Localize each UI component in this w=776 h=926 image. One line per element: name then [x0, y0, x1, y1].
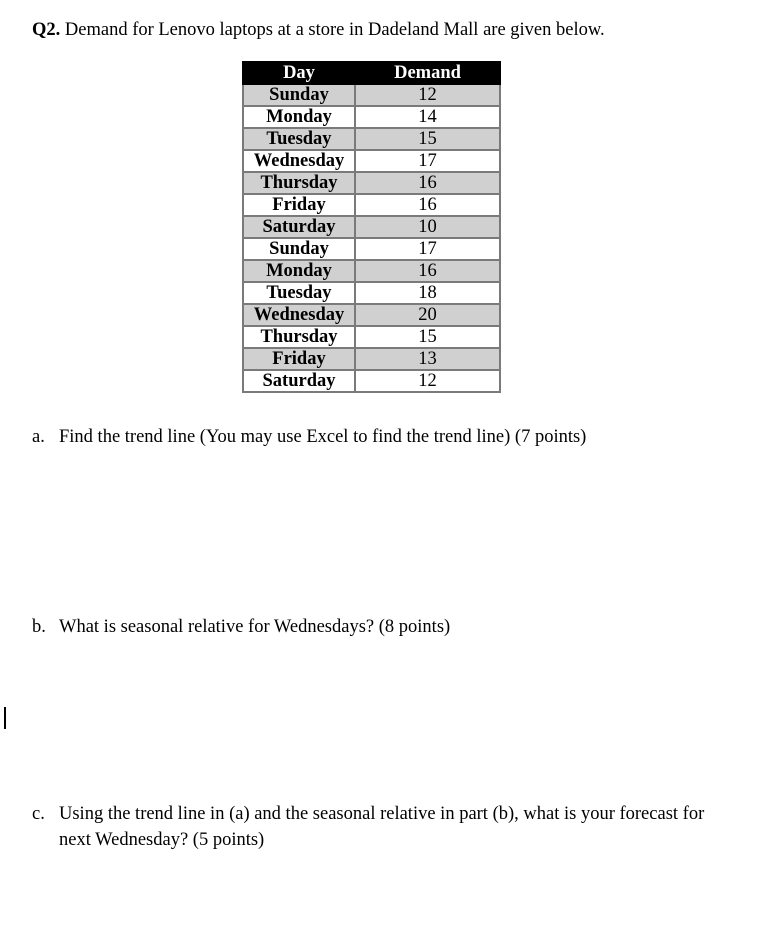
part-b-text: What is seasonal relative for Wednesdays? (8 points) — [59, 617, 451, 637]
table-row — [243, 128, 500, 150]
demand-cell: 14 — [355, 106, 500, 128]
table-row — [243, 326, 500, 348]
table-row — [243, 172, 500, 194]
demand-cell: 13 — [355, 348, 500, 370]
part-c-letter: c. — [32, 804, 45, 824]
day-cell: Friday — [243, 194, 355, 216]
header-day: Day — [243, 62, 355, 84]
question-intro: Demand for Lenovo laptops at a store in Dadeland Mall are given below. — [64, 20, 605, 40]
table-row — [243, 370, 500, 392]
table-row — [243, 216, 500, 238]
part-b-letter: b. — [32, 617, 46, 637]
day-cell: Saturday — [243, 370, 355, 392]
demand-table — [242, 61, 501, 393]
day-cell: Monday — [243, 106, 355, 128]
demand-cell: 16 — [355, 172, 500, 194]
part-c-text-line2: next Wednesday? (5 points) — [59, 830, 265, 850]
demand-cell: 17 — [355, 238, 500, 260]
day-cell: Tuesday — [243, 282, 355, 304]
table-row — [243, 150, 500, 172]
demand-cell: 17 — [355, 150, 500, 172]
day-cell: Monday — [243, 260, 355, 282]
demand-cell: 10 — [355, 216, 500, 238]
part-c-text-line1: Using the trend line in (a) and the seasonal relative in part (b), what is your forecast for — [59, 804, 705, 824]
table-row — [243, 238, 500, 260]
day-cell: Thursday — [243, 326, 355, 348]
part-a-letter: a. — [32, 427, 45, 447]
demand-cell: 12 — [355, 84, 500, 106]
demand-cell: 15 — [355, 326, 500, 348]
table-row — [243, 260, 500, 282]
table-row — [243, 304, 500, 326]
day-cell: Sunday — [243, 84, 355, 106]
table-row — [243, 348, 500, 370]
table-row — [243, 282, 500, 304]
day-cell: Thursday — [243, 172, 355, 194]
day-cell: Tuesday — [243, 128, 355, 150]
demand-cell: 18 — [355, 282, 500, 304]
day-cell: Wednesday — [243, 150, 355, 172]
text-cursor — [4, 707, 6, 729]
question-header — [32, 20, 605, 41]
demand-cell: 16 — [355, 260, 500, 282]
day-cell: Wednesday — [243, 304, 355, 326]
table-row — [243, 194, 500, 216]
demand-cell: 15 — [355, 128, 500, 150]
demand-cell: 16 — [355, 194, 500, 216]
table-header-row — [243, 62, 500, 84]
day-cell: Saturday — [243, 216, 355, 238]
table-row — [243, 84, 500, 106]
part-a-text: Find the trend line (You may use Excel to find the trend line) (7 points) — [59, 427, 587, 447]
question-number: Q2. — [32, 20, 61, 40]
day-cell: Friday — [243, 348, 355, 370]
table-body — [243, 84, 500, 392]
table-row — [243, 106, 500, 128]
demand-cell: 12 — [355, 370, 500, 392]
day-cell: Sunday — [243, 238, 355, 260]
demand-cell: 20 — [355, 304, 500, 326]
header-demand: Demand — [355, 62, 500, 84]
